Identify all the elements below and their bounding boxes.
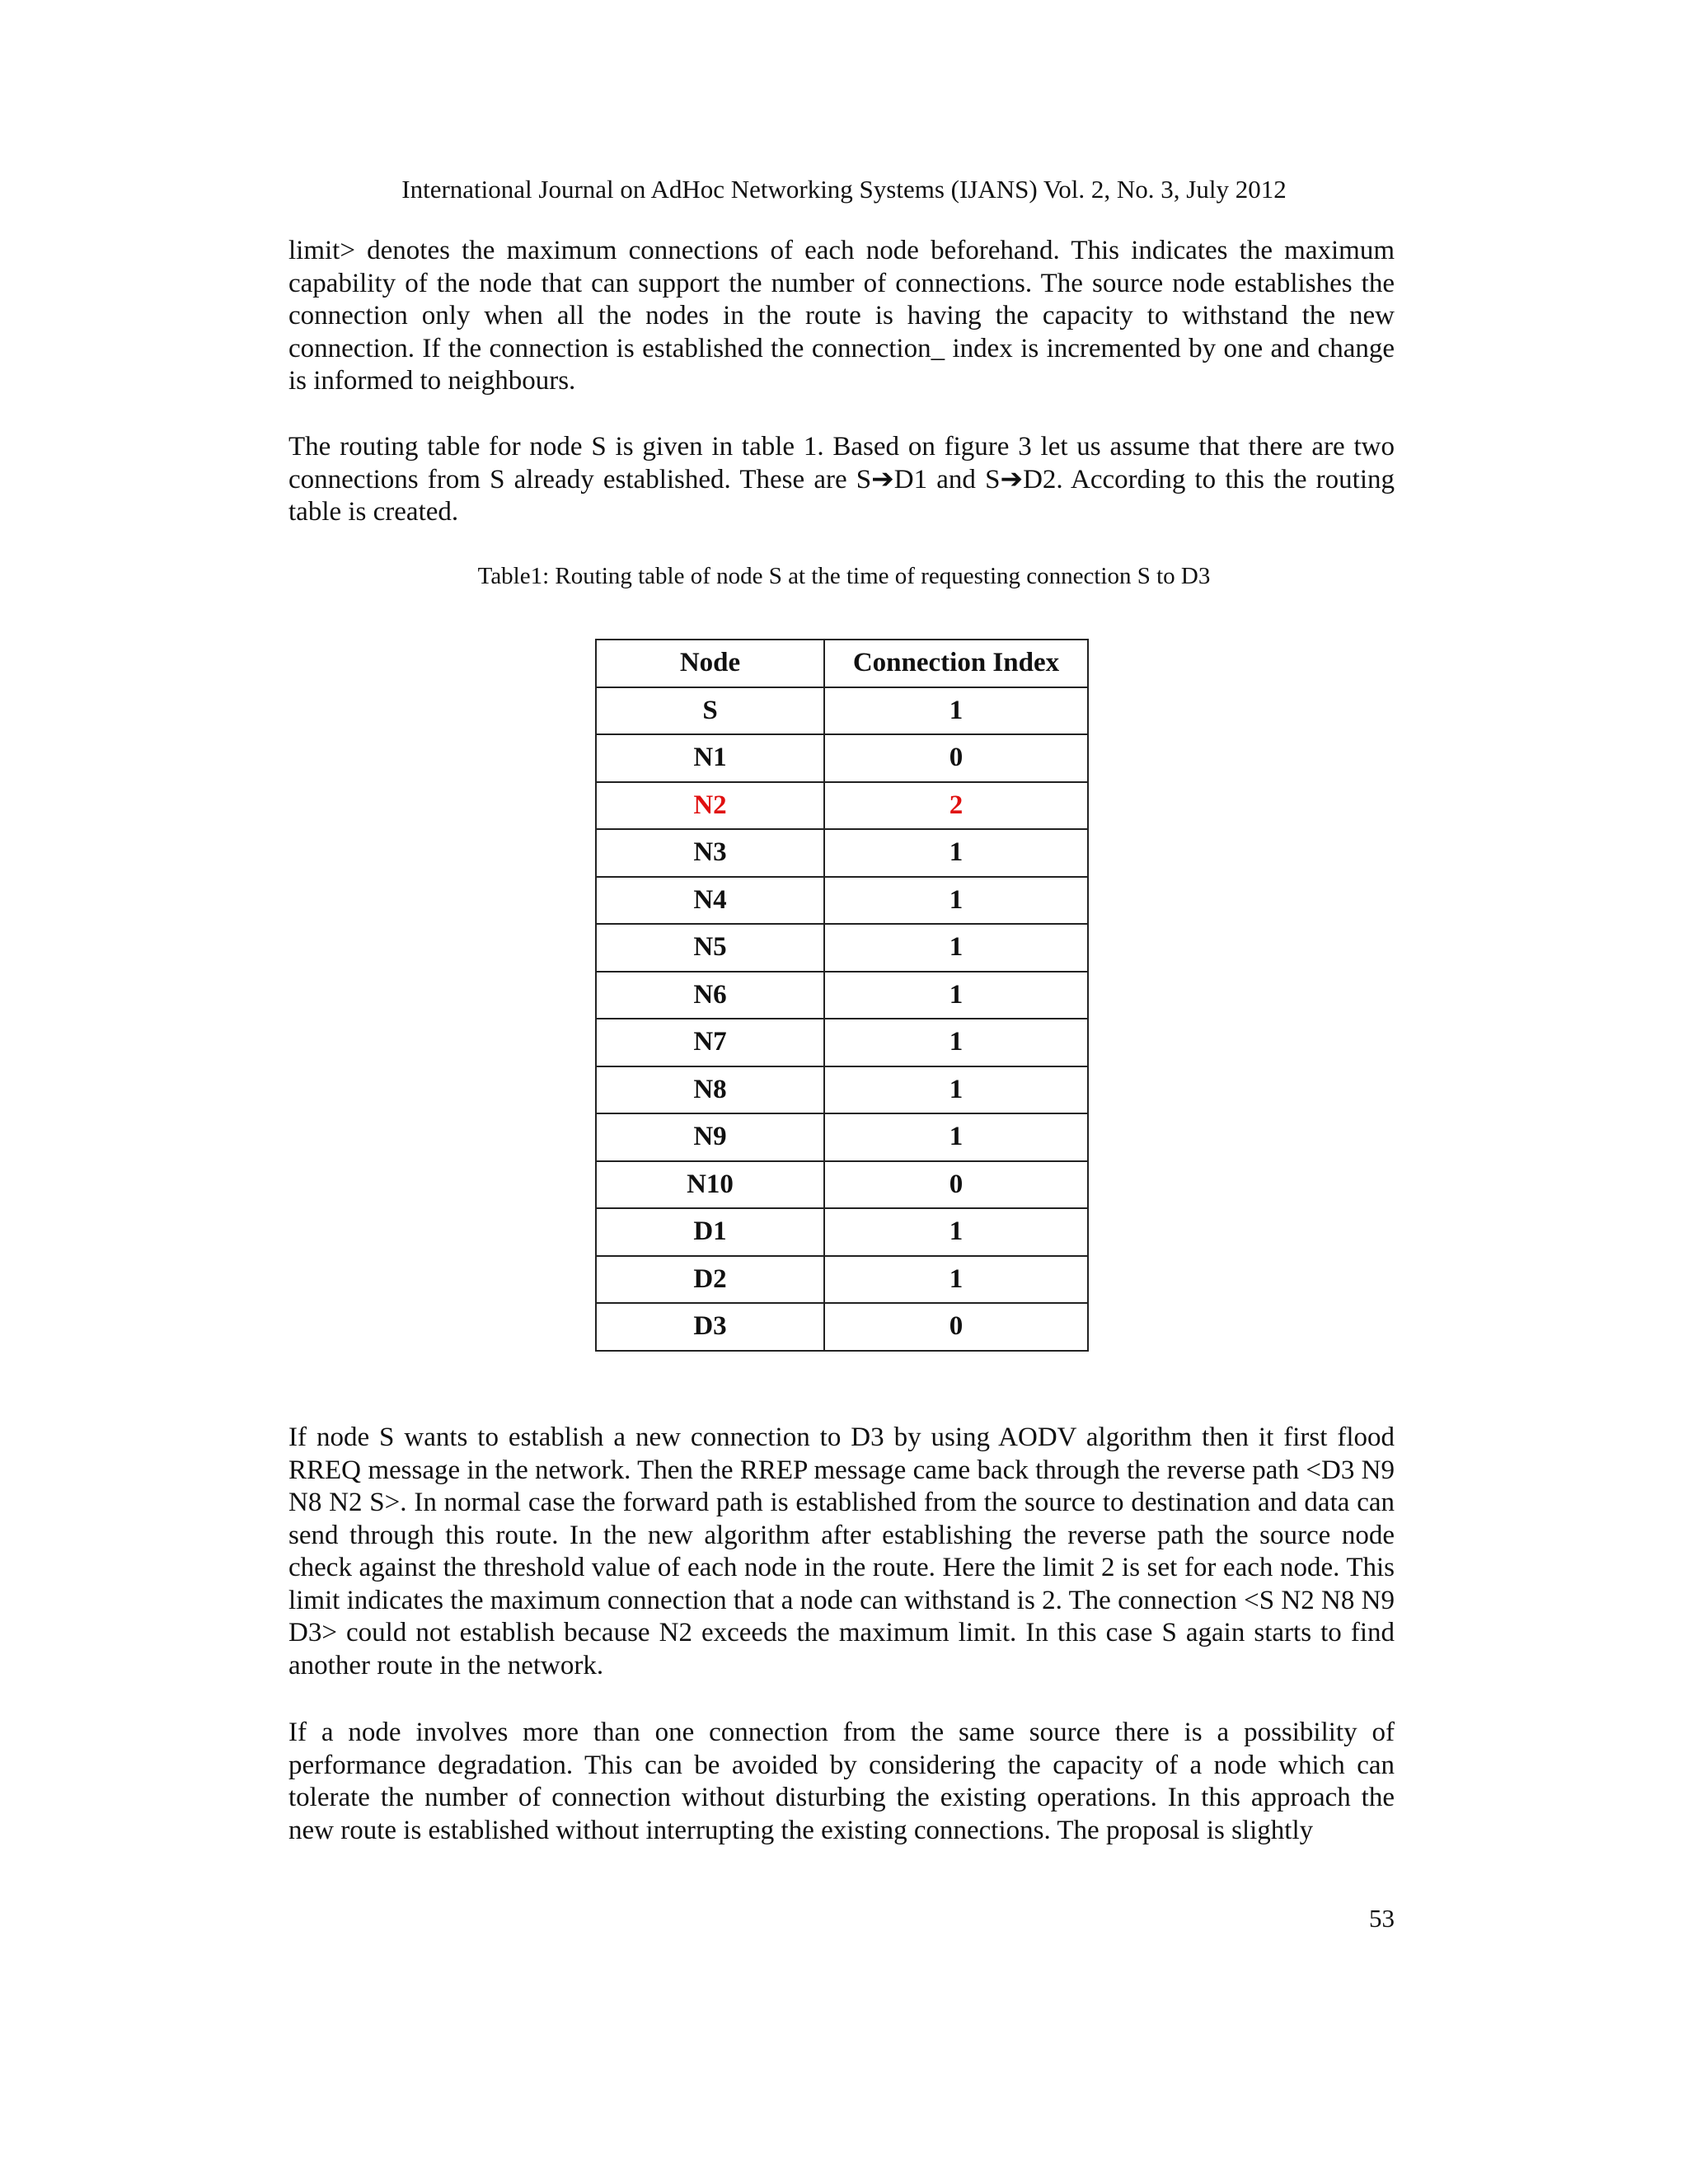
table-row <box>596 1256 1088 1304</box>
table-row <box>596 734 1088 782</box>
cell-node: S <box>596 687 824 735</box>
cell-index: 0 <box>824 1303 1088 1351</box>
paragraph-aodv-example: If node S wants to establish a new connection to D3 by using AODV algorithm then it first flood RREQ message in the network. Then the RREP message came back through the reverse path <D3 N9 N8 N2 S>. In normal case the forward path is established from the source to destination and data can send through this route. In the new algorithm after establishing the reverse path the source node check against the threshold value of each node in the route. Here the limit 2 is set for each node. This limit indicates the maximum connection that a node can withstand is 2. The connection <S N2 N8 N9 D3> could not establish because N2 exceeds the maximum limit. In this case S again starts to find another route in the network. <box>288 1422 1395 1680</box>
table-row <box>596 687 1088 735</box>
paragraph-connection-limit: limit> denotes the maximum connections of each node beforehand. This indicates the maximum capability of the node that can support the number of connections. The source node establishes the connection only when all the nodes in the route is having the capacity to withstand the new connection. If the connection is established the connection_ index is incremented by one and change is informed to neighbours. <box>288 236 1395 396</box>
cell-index: 1 <box>824 1208 1088 1256</box>
paragraph-routing-table-intro: The routing table for node S is given in table 1. Based on figure 3 let us assume that there are two connections from S already established. These are S➔D1 and S➔D2. According to this the routing table is created. <box>288 432 1395 527</box>
cell-index: 1 <box>824 1066 1088 1114</box>
cell-index: 1 <box>824 924 1088 972</box>
cell-node: N4 <box>596 877 824 925</box>
table-row <box>596 1208 1088 1256</box>
cell-node: N9 <box>596 1113 824 1161</box>
cell-index: 1 <box>824 687 1088 735</box>
cell-index: 1 <box>824 877 1088 925</box>
table-row <box>596 829 1088 877</box>
cell-index: 1 <box>824 1256 1088 1304</box>
running-header: International Journal on AdHoc Networking Systems (IJANS) Vol. 2, No. 3, July 2012 <box>401 175 1287 204</box>
cell-node: N8 <box>596 1066 824 1114</box>
page-number: 53 <box>1369 1904 1395 1933</box>
cell-index: 0 <box>824 734 1088 782</box>
cell-index: 1 <box>824 829 1088 877</box>
cell-index: 1 <box>824 1019 1088 1066</box>
cell-node: D2 <box>596 1256 824 1304</box>
table-row <box>596 1303 1088 1351</box>
cell-index: 1 <box>824 1113 1088 1161</box>
cell-index: 1 <box>824 972 1088 1019</box>
cell-node: D1 <box>596 1208 824 1256</box>
table-row <box>596 924 1088 972</box>
table-caption: Table1: Routing table of node S at the time of requesting connection S to D3 <box>477 563 1211 589</box>
cell-node: N10 <box>596 1161 824 1209</box>
cell-node: N6 <box>596 972 824 1019</box>
table-header-row <box>596 640 1088 687</box>
table-row <box>596 1161 1088 1209</box>
paragraph-performance: If a node involves more than one connection from the same source there is a possibility of performance degradation. This can be avoided by considering the capacity of a node which can tolerate the number of connection without disturbing the existing operations. In this approach the new route is established without interrupting the existing connections. The proposal is slightly <box>288 1718 1395 1845</box>
cell-node: D3 <box>596 1303 824 1351</box>
cell-node: N5 <box>596 924 824 972</box>
cell-index: 0 <box>824 1161 1088 1209</box>
table-row <box>596 1019 1088 1066</box>
cell-index: 2 <box>824 782 1088 830</box>
header-connection-index: Connection Index <box>824 640 1088 687</box>
table-row <box>596 877 1088 925</box>
table-row <box>596 1113 1088 1161</box>
routing-table <box>595 639 1089 1352</box>
table-row <box>596 972 1088 1019</box>
cell-node: N2 <box>596 782 824 830</box>
cell-node: N1 <box>596 734 824 782</box>
table-row-highlighted <box>596 782 1088 830</box>
table-row <box>596 1066 1088 1114</box>
header-node: Node <box>596 640 824 687</box>
cell-node: N3 <box>596 829 824 877</box>
cell-node: N7 <box>596 1019 824 1066</box>
